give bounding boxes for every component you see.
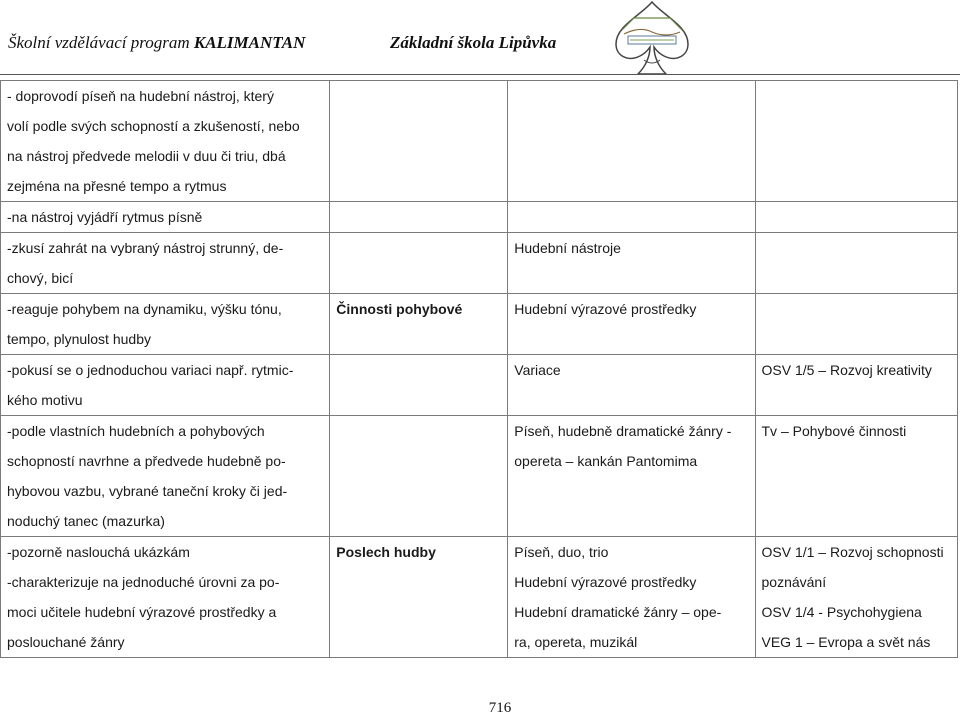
cell-line: Hudební nástroje [514,240,621,256]
topic-cell [330,294,508,355]
content-cell [508,537,755,658]
cell-line: -pokusí se o jednoduchou variaci např. rytmic- [7,362,294,378]
topic-cell [330,233,508,294]
cell-line: Variace [514,362,561,378]
cell-line: Poslech hudby [336,544,436,560]
table-row [1,202,958,233]
school-name: Základní škola Lipůvka [390,33,557,52]
cell-line: schopností navrhne a předvede hudebně po- [7,453,286,469]
table-row [1,416,958,537]
program-name: KALIMANTAN [193,33,306,52]
content-cell [508,355,755,416]
curriculum-table [0,80,958,658]
cell-line: - doprovodí píseň na hudební nástroj, který [7,88,274,104]
program-label: Školní vzdělávací program [8,33,190,52]
table-row [1,81,958,202]
content-cell [508,294,755,355]
table-row [1,537,958,658]
outcome-cell [1,294,330,355]
outcome-cell [1,355,330,416]
content-cell [508,233,755,294]
content-cell [508,416,755,537]
cell-line: noduchý tanec (mazurka) [7,513,165,529]
topic-cell [330,537,508,658]
crosscurricular-cell [755,233,958,294]
cell-line: OSV 1/5 – Rozvoj kreativity [761,362,932,378]
crosscurricular-cell [755,537,958,658]
content-cell [508,81,755,202]
crosscurricular-cell [755,416,958,537]
cell-line: Hudební výrazové prostředky [514,574,697,590]
cell-line: volí podle svých schopností a zkušeností, nebo [7,118,300,134]
cell-line: poslouchané žánry [7,634,125,650]
program-title [8,33,305,53]
school-spade-emblem-icon [610,0,694,78]
topic-cell [330,81,508,202]
cell-line: zejména na přesné tempo a rytmus [7,178,227,194]
cell-line: Píseň, duo, trio [514,544,609,560]
cell-line: Hudební dramatické žánry – ope- [514,604,722,620]
cell-line: -reaguje pohybem na dynamiku, výšku tónu, [7,301,282,317]
cell-line: Hudební výrazové prostředky [514,301,697,317]
crosscurricular-cell [755,202,958,233]
cell-line: Tv – Pohybové činnosti [761,423,907,439]
outcome-cell [1,537,330,658]
cell-line: -podle vlastních hudebních a pohybových [7,423,265,439]
cell-line: hybovou vazbu, vybrané taneční kroky či jed- [7,483,288,499]
table-row [1,294,958,355]
cell-line: -charakterizuje na jednoduché úrovni za po- [7,574,280,590]
outcome-cell [1,202,330,233]
cell-line: kého motivu [7,392,83,408]
header-divider [0,74,960,75]
page-number: 716 [488,700,512,716]
topic-cell [330,416,508,537]
cell-line: opereta – kankán Pantomima [514,453,698,469]
cell-line: Činnosti pohybové [336,301,463,317]
page-header [0,0,960,78]
outcome-cell [1,81,330,202]
cell-line: na nástroj předvede melodii v duu či triu, dbá [7,148,286,164]
curriculum-table-body [1,81,958,658]
cell-line: chový, bicí [7,270,74,286]
cell-line: moci učitele hudební výrazové prostředky a [7,604,277,620]
table-row [1,233,958,294]
cell-line: ra, opereta, muzikál [514,634,638,650]
topic-cell [330,355,508,416]
cell-line: -na nástroj vyjádří rytmus písně [7,209,203,225]
crosscurricular-cell [755,81,958,202]
cell-line: tempo, plynulost hudby [7,331,151,347]
outcome-cell [1,416,330,537]
content-cell [508,202,755,233]
cell-line: -pozorně naslouchá ukázkám [7,544,190,560]
crosscurricular-cell [755,355,958,416]
outcome-cell [1,233,330,294]
table-row [1,355,958,416]
cell-line: Píseň, hudebně dramatické žánry - [514,423,732,439]
cell-line: OSV 1/1 – Rozvoj schopnosti [761,544,944,560]
crosscurricular-cell [755,294,958,355]
cell-line: VEG 1 – Evropa a svět nás [761,634,931,650]
cell-line: OSV 1/4 - Psychohygiena [761,604,922,620]
topic-cell [330,202,508,233]
cell-line: -zkusí zahrát na vybraný nástroj strunný, de- [7,240,284,256]
cell-line: poznávání [761,574,827,590]
